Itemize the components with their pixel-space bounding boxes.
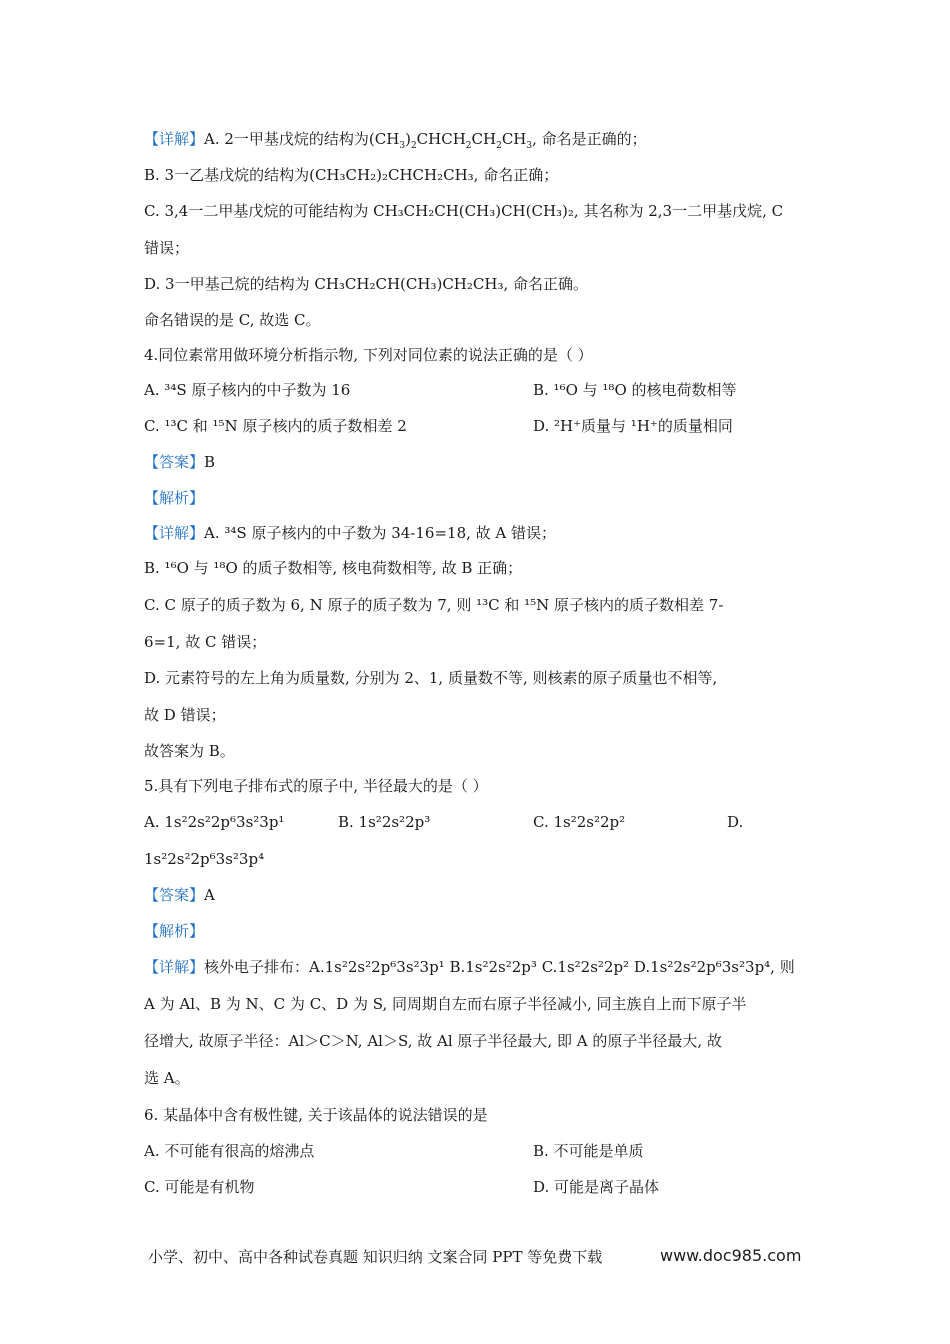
footer-url-link[interactable]: www.doc985.com (660, 1246, 802, 1265)
question-4: 4.同位素常用做环境分析指示物, 下列对同位素的说法正确的是（ ） (144, 346, 593, 364)
question-5: 5.具有下列电子排布式的原子中, 半径最大的是（ ） (144, 777, 488, 795)
q5-option-d: D. (727, 813, 744, 831)
detail-line-5: D. 3一甲基己烷的结构为 CH₃CH₂CH(CH₃)CH₂CH₃, 命名正确。 (144, 275, 588, 293)
q6-option-d: D. 可能是离子晶体 (533, 1178, 660, 1196)
detail-line-3: C. 3,4一二甲基戊烷的可能结构为 CH₃CH₂CH(CH₃)CH(CH₃)₂, 其名称为 2,3一二甲基戊烷, C (144, 202, 784, 220)
detail-line-4: 错误； (144, 239, 190, 257)
q5-option-a: A. 1s²2s²2p⁶3s²3p¹ (144, 813, 285, 831)
q5-detail-d: 选 A。 (144, 1069, 190, 1087)
q6-option-c: C. 可能是有机物 (144, 1178, 255, 1196)
q5-option-d-value: 1s²2s²2p⁶3s²3p⁴ (144, 850, 265, 868)
q5-detail-a: 【详解】核外电子排布：A.1s²2s²2p⁶3s²3p¹ B.1s²2s²2p³ C.1s²2s²2p² D.1s²2s²2p⁶3s²3p⁴, 则 (144, 958, 795, 976)
detail-line-6: 命名错误的是 C, 故选 C。 (144, 311, 321, 329)
q5-detail-c: 径增大, 故原子半径：Al＞C＞N, Al＞S, 故 Al 原子半径最大, 即 A 的原子半径最大, 故 (144, 1032, 722, 1050)
q4-detail-d2: 故 D 错误； (144, 706, 226, 724)
q4-detail-c2: 6=1, 故 C 错误； (144, 633, 267, 651)
q4-option-b: B. ¹⁶O 与 ¹⁸O 的核电荷数相等 (533, 381, 737, 399)
q4-answer: 【答案】B (144, 453, 216, 471)
q4-conclusion: 故答案为 B。 (144, 742, 235, 760)
q6-option-a: A. 不可能有很高的熔沸点 (144, 1142, 315, 1160)
q6-option-b: B. 不可能是单质 (533, 1142, 644, 1160)
q5-analysis-tag: 【解析】 (144, 922, 205, 940)
q4-option-d: D. ²H⁺质量与 ¹H⁺的质量相同 (533, 417, 733, 435)
q5-answer: 【答案】A (144, 886, 215, 904)
q4-analysis-tag: 【解析】 (144, 489, 205, 507)
detail-line-2: B. 3一乙基戊烷的结构为(CH₃CH₂)₂CHCH₂CH₃, 命名正确； (144, 166, 559, 184)
question-6: 6. 某晶体中含有极性键, 关于该晶体的说法错误的是 (144, 1106, 488, 1124)
q4-detail-b: B. ¹⁶O 与 ¹⁸O 的质子数相等, 核电荷数相等, 故 B 正确； (144, 559, 523, 577)
q5-detail-b: A 为 Al、B 为 N、C 为 C、D 为 S, 同周期自左而右原子半径减小, 同主族自上而下原子半 (144, 995, 747, 1013)
q5-option-c: C. 1s²2s²2p² (533, 813, 626, 831)
footer-text: 小学、初中、高中各种试卷真题 知识归纳 文案合同 PPT 等免费下载 (148, 1248, 603, 1266)
q4-detail-d: D. 元素符号的左上角为质量数, 分别为 2、1, 质量数不等, 则核素的原子质量也不相等, (144, 669, 718, 687)
q4-option-c: C. ¹³C 和 ¹⁵N 原子核内的质子数相差 2 (144, 417, 407, 435)
detail-tag: 【详解】 (144, 130, 205, 148)
q5-option-b: B. 1s²2s²2p³ (338, 813, 431, 831)
detail-line-1: 【详解】A. 2一甲基戊烷的结构为$(CH_3)_2CHCH_2CH_2CH_3$, 命名是正确的； (144, 130, 647, 151)
q4-detail-a: 【详解】A. ³⁴S 原子核内的中子数为 34-16=18, 故 A 错误； (144, 524, 557, 542)
q4-option-a: A. ³⁴S 原子核内的中子数为 16 (144, 381, 351, 399)
q4-detail-c: C. C 原子的质子数为 6, N 原子的质子数为 7, 则 ¹³C 和 ¹⁵N 原子核内的质子数相差 7- (144, 596, 724, 614)
